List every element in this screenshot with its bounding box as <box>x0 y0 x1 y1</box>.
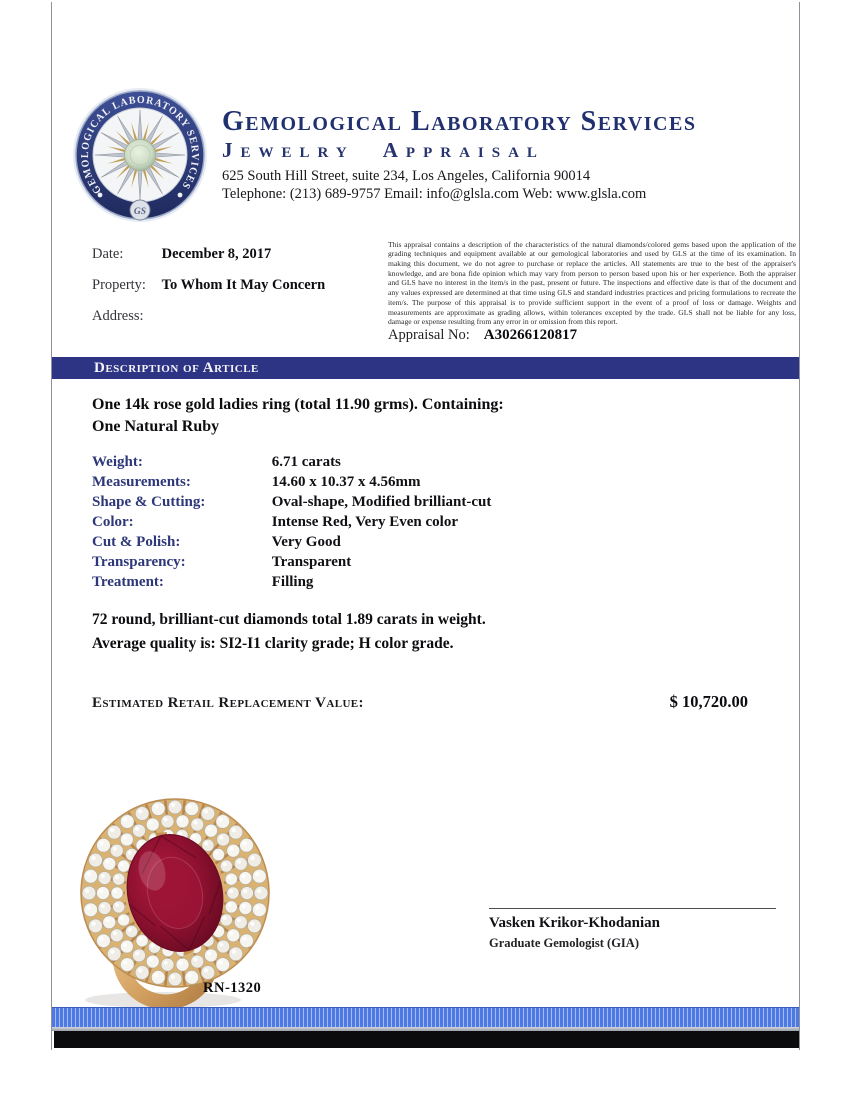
description-line-1: One 14k rose gold ladies ring (total 11.90 grms). Containing: <box>92 396 504 413</box>
property-value: To Whom It May Concern <box>161 277 326 293</box>
address-row <box>92 308 382 339</box>
property-row <box>92 277 382 308</box>
table-row <box>92 572 491 592</box>
appraisal-number-label: Appraisal No: <box>388 327 470 343</box>
spec-value: 14.60 x 10.37 x 4.56mm <box>271 474 421 490</box>
spec-label: Treatment: <box>92 574 164 590</box>
spec-label: Transparency: <box>92 554 186 570</box>
footer-black-band <box>54 1031 799 1048</box>
table-row <box>92 452 491 472</box>
letterhead <box>222 106 807 203</box>
description-line-2: One Natural Ruby <box>92 418 220 435</box>
logo-dot-left <box>98 193 103 198</box>
section-header-description-of-article: Description of Article <box>52 357 799 379</box>
appraisal-number-value: A30266120817 <box>483 327 578 343</box>
logo-dot-right <box>178 193 183 198</box>
spec-value: Oval-shape, Modified brilliant-cut <box>271 494 492 510</box>
appraiser-name: Vasken Krikor-Khodanian <box>489 915 661 931</box>
document-type: Jewelry Appraisal <box>222 138 545 162</box>
spec-value: Filling <box>271 574 314 590</box>
table-row <box>92 532 491 552</box>
spec-label: Measurements: <box>92 474 191 490</box>
table-row <box>92 472 491 492</box>
spec-value: Intense Red, Very Even color <box>271 514 458 530</box>
article-description <box>92 394 504 438</box>
client-info <box>92 246 382 339</box>
photo-reference-code: RN-1320 <box>203 980 262 996</box>
date-value: December 8, 2017 <box>161 246 272 262</box>
spec-value: 6.71 carats <box>271 454 341 470</box>
replacement-value-row <box>92 692 748 712</box>
spec-label: Cut & Polish: <box>92 534 181 550</box>
company-name: Gemological Laboratory Services <box>222 106 697 137</box>
spec-value: Transparent <box>271 554 352 570</box>
table-row <box>92 512 491 532</box>
spec-label: Weight: <box>92 454 143 470</box>
company-contact: Telephone: (213) 689-9757 Email: info@glsla.com Web: www.glsla.com <box>222 185 647 202</box>
appraiser-title: Graduate Gemologist (GIA) <box>489 936 639 950</box>
gem-spec-table <box>92 452 491 592</box>
company-logo <box>70 85 210 225</box>
diamond-summary-line-2: Average quality is: SI2-I1 clarity grade; H color grade. <box>92 634 454 652</box>
left-border-rule <box>51 2 52 1050</box>
spec-value: Very Good <box>271 534 341 550</box>
diamond-summary-line-1: 72 round, brilliant-cut diamonds total 1.89 carats in weight. <box>92 611 486 628</box>
decorative-stripe-band <box>52 1007 799 1027</box>
diamond-summary <box>92 608 486 655</box>
table-row <box>92 552 491 572</box>
date-row <box>92 246 382 277</box>
date-label: Date: <box>92 246 124 262</box>
center-diamond-icon <box>125 140 156 171</box>
address-label: Address: <box>92 308 144 324</box>
table-row <box>92 492 491 512</box>
replacement-value-label: Estimated Retail Replacement Value: <box>92 695 364 711</box>
replacement-value-amount: $ 10,720.00 <box>669 692 748 711</box>
spec-label: Shape & Cutting: <box>92 494 206 510</box>
property-label: Property: <box>92 277 146 293</box>
logo-ring-text: GEMOLOGICAL LABORATORY SERVICES <box>79 94 201 196</box>
signature-line <box>489 908 776 909</box>
company-address: 625 South Hill Street, suite 234, Los Angeles, California 90014 <box>222 168 591 184</box>
disclaimer-text: This appraisal contains a description of the characteristics of the natural diamonds/colored gems based upon the application of the grading techniques and equipment available at our gemological laboratories and used by GLS at the time of its examination. In making this document, we do not agree to purchase or replace the articles. All statements are true to the best of the appraiser's knowledge, and are bona fide opinion which may vary from person to person based upon his or her experience. Both the appraiser and GLS have no interest in the item/s in the past, present or future. The inspections and effective date is that of the document and any values expressed are determined at that time using GLS and standard industries practices and pricing formulations to recreate the item/s. The purpose of this appraisal is to provide sufficient support in the event of a proof of loss or damage. Weights and measurements are approximate as grading allows, within tolerances excepted by the trade. GLS shall not be liable for any loss, damage or expense resulting from any error in or omission from this report. <box>388 239 796 327</box>
spec-label: Color: <box>92 514 134 530</box>
logo-monogram: GS <box>133 207 147 217</box>
appraisal-number-row <box>388 327 577 344</box>
